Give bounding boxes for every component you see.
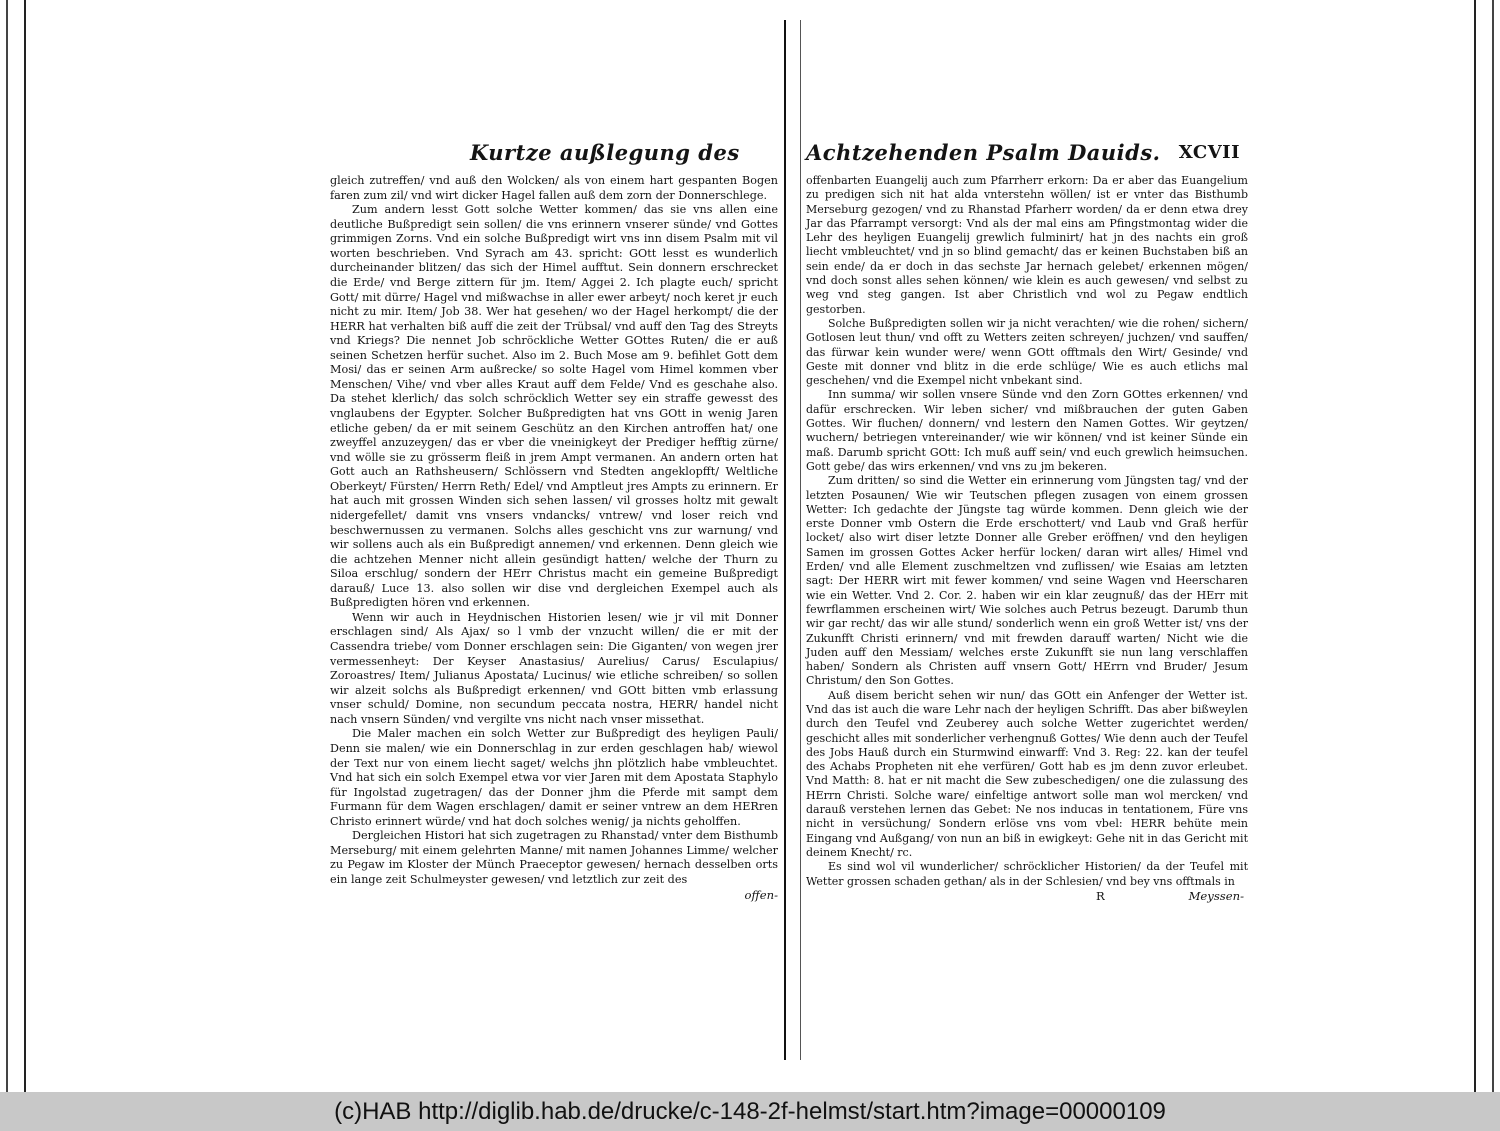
right-paragraph-4: Zum dritten/ so sind die Wetter ein erinnerung vom Jüngsten tag/ vnd der letzten Posaunen/ Wie wir Teutschen pflegen zusagen von einem grossen Wetter: Ich gedachte der Jüngste tag würde kommen. Denn gleich wie der erste Donner vmb Ostern die Erde erschottert/ vnd Laub vnd Graß herfür locket/ also wirt diser letzte Donner alle Greber eröffnen/ vnd den heyligen Samen im grossen Gottes Acker herfür locken/ daran wirt alles/ Himel vnd Erden/ vnd alle Element zuschmeltzen vnd zuflissen/ wie Esaias am letzten sagt: Der HERR wirt mit fewer kommen/ vnd seine Wagen vnd Heerscharen wie ein Wetter. Vnd 2. Cor. 2. haben wir ein klar zeugnuß/ das der HErr mit fewrflammen erscheinen wirt/ Wie solches auch Petrus bezeugt. Darumb thun wir gar recht/ das wir alle stund/ sonderlich wenn ein groß Wetter ist/ vns der Zukunfft Christi erinnern/ vnd mit frewden darauff warten/ Nicht wie die Juden auff den Messiam/ welches erste Zukunfft sie nun lang verschlaffen haben/ Sondern als Christen auff vnsern Gott/ HErrn vnd Bruder/ Jesum Christum/ den Son Gottes.	[806, 474, 1248, 688]
right-paragraph-3: Inn summa/ wir sollen vnsere Sünde vnd den Zorn GOttes erkennen/ vnd dafür erschrecken. Wir leben sicher/ vnd mißbrauchen der guten Gaben Gottes. Wir fluchen/ donnern/ vnd lestern den Namen Gottes. Wir geytzen/ wuchern/ betriegen vntereinander/ wie wir können/ vnd ist keiner Sünde ein maß. Darumb spricht GOtt: Ich muß auff sein/ vnd euch grewlich heimsuchen. Gott gebe/ das wirs erkennen/ vnd vns zu jm bekeren.	[806, 388, 1248, 473]
left-page-body	[330, 174, 778, 888]
left-catchword: offen-	[744, 887, 778, 902]
left-paragraph-4: Die Maler machen ein solch Wetter zur Bußpredigt des heyligen Pauli/ Denn sie malen/ wie ein Donnerschlag in zur erden geschlagen hab/ wiewol der Text nur von einem liecht saget/ welchs jhn plötzlich habe vmbleuchtet. Vnd hat sich ein solch Exempel etwa vor vier Jaren mit dem Apostata Staphylo für Ingolstad zugetragen/ das der Donner jhm die Pferde mit sampt dem Furmann für dem Wagen erschlagen/ damit er seiner vntrew an dem HERren Christo erinnert würde/ vnd hat doch solches wenig/ ja nichts geholffen.	[330, 727, 778, 828]
left-page	[330, 140, 778, 903]
right-running-head	[806, 140, 1248, 168]
left-running-head-title: Kurtze außlegung des	[470, 140, 740, 165]
right-paragraph-6: Es sind wol vil wunderlicher/ schröcklicher Historien/ da der Teufel mit Wetter grossen schaden gethan/ als in der Schlesien/ vnd bey vns offtmals in	[806, 860, 1248, 888]
right-paragraph-1: offenbarten Euangelij auch zum Pfarrherr erkorn: Da er aber das Euangelium zu predigen sich nit hat alda vnterstehn wöllen/ ist er vnter das Bisthumb Merseburg gezogen/ vnd zu Rhanstad Pfarherr worden/ da er denn etwa drey Jar das Pfarrampt versorgt: Vnd als der mal eins am Pfingstmontag wider die Lehr des heyligen Euangelij grewlich fulminirt/ hat jn des nachts ein groß liecht vmbleuchtet/ vnd jn so blind gemacht/ das er keinen Buchstaben biß an sein ende/ da er doch in das sechste Jar hernach gelebet/ erkennen mögen/ vnd doch sonst alles sehen können/ wie klein es auch gewesen/ vnd selbst zu weg vnd steg gangen. Ist aber Christlich vnd wol zu Pegaw endtlich gestorben.	[806, 174, 1248, 316]
right-running-head-title: Achtzehenden Psalm Dauids.	[806, 140, 1161, 165]
right-paragraph-5: Auß disem bericht sehen wir nun/ das GOtt ein Anfenger der Wetter ist. Vnd das ist auch die ware Lehr nach der heyligen Schrifft. Das aber bißweylen durch den Teufel vnd Zeuberey auch solche Wetter zugerichtet werden/ geschicht alles mit sonderlicher verhengnuß Gottes/ Wie denn auch der Teufel des Jobs Hauß durch ein Sturmwind einwarff: Vnd 3. Reg: 22. kan der teufel des Achabs Propheten nit ehe verfüren/ Gott hab es jm denn zuvor erleubet. Vnd Matth: 8. hat er nit macht die Sew zubeschedigen/ one die zulassung des HErrn Christi. Solche ware/ einfeltige antwort solle man wol mercken/ vnd darauß verstehen lernen das Gebet: Ne nos inducas in tentationem, Füre vns nicht in versüchung/ Sondern erlöse vns vom vbel: HERR behüte mein Eingang vnd Außgang/ von nun an biß in ewigkeyt: Gehe nit in das Gericht mit deinem Knecht/ rc.	[806, 688, 1248, 859]
book-gutter	[784, 20, 801, 1060]
folio-number: XCVII	[1178, 142, 1240, 163]
right-book-edge	[1474, 0, 1500, 1092]
copyright-footer: (c)HAB http://diglib.hab.de/drucke/c-148-2f-helmst/start.htm?image=00000109	[0, 1092, 1500, 1131]
right-catchword: Meyssen-	[1188, 888, 1244, 903]
left-paragraph-1: gleich zutreffen/ vnd auß den Wolcken/ als von einem hart gespanten Bogen faren zum zil/ vnd wirt dicker Hagel fallen auß dem zorn der Donnerschlege.	[330, 174, 778, 202]
right-page-body	[806, 174, 1248, 889]
left-paragraph-5: Dergleichen Histori hat sich zugetragen zu Rhanstad/ vnter dem Bisthumb Merseburg/ mit einem gelehrten Manne/ mit namen Johannes Limme/ welcher zu Pegaw im Kloster der Münch Praeceptor gewesen/ hernach desselben orts ein lange zeit Schulmeyster gewesen/ vnd letztlich zur zeit des	[330, 829, 778, 886]
right-paragraph-2: Solche Bußpredigten sollen wir ja nicht verachten/ wie die rohen/ sichern/ Gotlosen leut thun/ vnd offt zu Wetters zeiten schreyen/ juchzen/ vnd sauffen/ das fürwar kein wunder were/ wenn GOtt offtmals den Wirt/ Gesinde/ vnd Geste mit donner vnd blitz in die erde schlüge/ Wie es auch etlichs mal geschehen/ vnd die Exempel nicht vnbekant sind.	[806, 316, 1248, 388]
left-paragraph-3: Wenn wir auch in Heydnischen Historien lesen/ wie jr vil mit Donner erschlagen sind/ Als Ajax/ so l vmb der vnzucht willen/ die er mit der Cassendra triebe/ vom Donner erschlagen sein: Die Giganten/ von wegen jrer vermessenheyt: Der Keyser Anastasius/ Aurelius/ Carus/ Esculapius/ Zoroastres/ Item/ Julianus Apostata/ Lucinus/ wie etliche schreiben/ so sollen wir alzeit solchs als Bußpredigt erkennen/ vnd GOtt bitten vmb erlassung vnser schuld/ Domine, non secundum peccata nostra, HERR/ handel nicht nach vnsern Sünden/ vnd vergilte vns nicht nach vnser missethat.	[330, 610, 778, 726]
signature-line	[806, 889, 1248, 905]
signature-mark: R	[1096, 888, 1105, 903]
left-book-edge	[0, 0, 26, 1092]
right-page	[806, 140, 1248, 905]
left-running-head	[330, 140, 778, 168]
left-paragraph-2: Zum andern lesst Gott solche Wetter kommen/ das sie vns allen eine deutliche Bußpredigt sein sollen/ die vns erinnern vnserer sünde/ vnd Gottes grimmigen Zorns. Vnd ein solche Bußpredigt wirt vns inn disem Psalm mit vil worten beschrieben. Vnd Syrach am 43. spricht: GOtt lesst es wunderlich durcheinander blitzen/ das sich der Himel aufftut. Sein donnern erschrecket die Erde/ vnd Berge zittern für jm. Item/ Aggei 2. Ich plagte euch/ spricht Gott/ mit dürre/ Hagel vnd mißwachse in aller ewer arbeyt/ noch keret jr euch nicht zu mir. Item/ Job 38. Wer hat gesehen/ wo der Hagel herkompt/ die der HERR hat verhalten biß auff die zeit der Trübsal/ vnd auff den Tag des Streyts vnd Kriegs? Die nennet Job schröckliche Wetter GOttes Ruten/ die er auß seinen Schetzen herfür suchet. Also im 2. Buch Mose am 9. befihlet Gott dem Mosi/ das er seinen Arm außrecke/ so solte Hagel vom Himel kommen vber Menschen/ Vihe/ vnd vber alles Kraut auff dem Felde/ Vnd es geschahe also. Da stehet klerlich/ das solch schröcklich Wetter sey ein straffe gewesst des vnglaubens der Egypter. Solcher Bußpredigten hat vns GOtt in wenig Jaren etliche geben/ da er mit seinem Geschütz an den Kirchen antroffen hat/ one zweyffel anzuzeygen/ das er vber die vneinigkeyt der Prediger hefftig zürne/ vnd wölle sie zu grösserm fleiß in jrem Ampt vermanen. An andern orten hat Gott auch an Rathsheusern/ Schlössern vnd Stedten angeklopfft/ Weltliche Oberkeyt/ Fürsten/ Herrn Reth/ Edel/ vnd Amptleut jres Ampts zu erinnern. Er hat auch mit grossen Winden sich sehen lassen/ vil grosses holtz mit gewalt nidergefellet/ damit vns vnsers vndancks/ vntrew/ vnd loser reich vnd beschwernussen zu vermanen. Solchs alles geschicht vns zur warnung/ vnd wir sollens auch als ein Bußpredigt annemen/ vnd erkennen. Denn gleich wie die achtzehen Menner nicht allein gesündigt hatten/ welche der Thurn zu Siloa erschlug/ sondern der HErr Christus macht ein gemeine Bußpredigt darauß/ Luce 13. also sollen wir dise vnd dergleichen Exempel auch als Bußpredigten hören vnd erkennen.	[330, 203, 778, 610]
